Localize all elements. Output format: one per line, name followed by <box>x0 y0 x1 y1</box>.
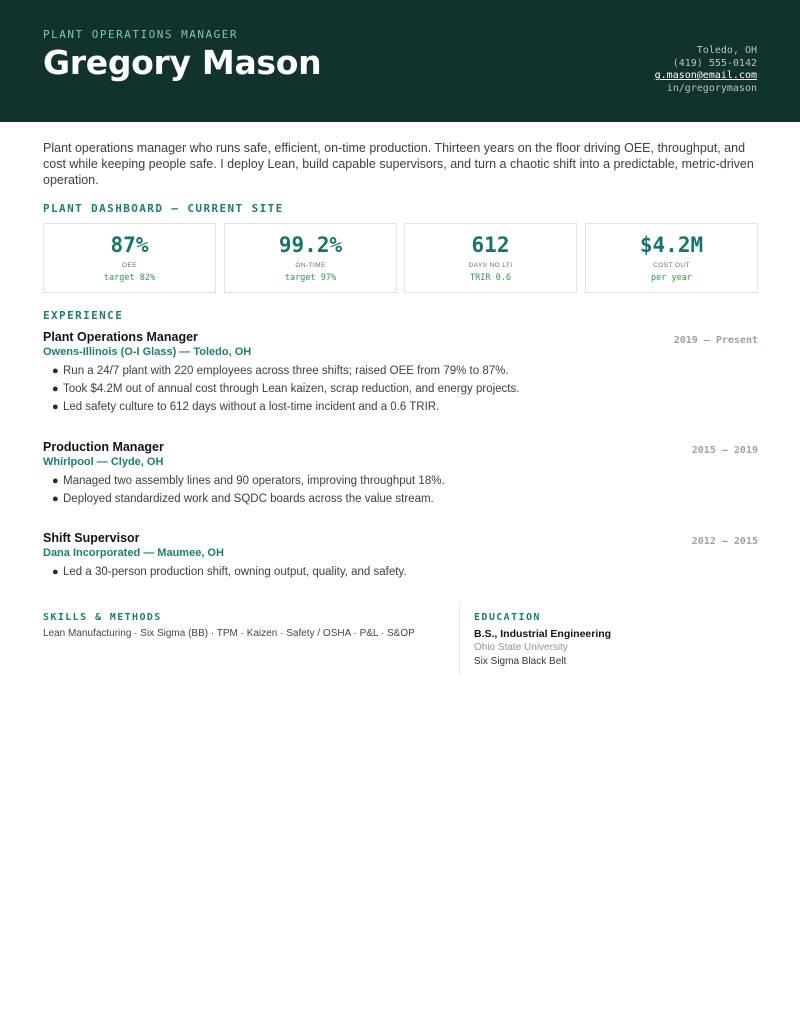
header-role: PLANT OPERATIONS MANAGER <box>43 28 238 41</box>
education-degree: B.S., Industrial Engineering <box>474 628 612 640</box>
job-title: Plant Operations Manager <box>43 330 198 344</box>
education-section-title: EDUCATION <box>474 612 541 623</box>
kpi-value: $4.2M <box>639 233 704 257</box>
job-bullet-text: Managed two assembly lines and 90 operators, improving throughput 18%. <box>63 475 445 487</box>
kpi-label: DAYS NO LTI <box>468 262 513 269</box>
bullet-dot: ● <box>52 401 59 413</box>
bullet-dot: ● <box>52 566 59 578</box>
job-organization: Dana Incorporated — Maumee, OH <box>43 547 224 559</box>
kpi-dashboard <box>43 223 758 293</box>
job-bullet <box>52 472 445 490</box>
job-bullet-text: Run a 24/7 plant with 220 employees across three shifts; raised OEE from 79% to 87%. <box>63 365 509 377</box>
job-bullets <box>52 362 519 416</box>
summary-paragraph: Plant operations manager who runs safe, efficient, on-time production. Thirteen years on the floor driving OEE, throughput, and cost while keeping people safe. I deploy Lean, build capable supervisors, and turn a chaotic shift into a predictable, metric-driven operation. <box>43 141 754 187</box>
job-bullet <box>52 380 519 398</box>
job-dates: 2015 — 2019 <box>691 445 758 456</box>
kpi-label: COST OUT <box>653 262 690 269</box>
job-bullet-text: Deployed standardized work and SQDC boards across the value stream. <box>63 493 434 505</box>
kpi-card-oee <box>43 223 216 293</box>
kpi-card-cost-out <box>585 223 758 293</box>
bullet-dot: ● <box>52 475 59 487</box>
job-bullet <box>52 490 445 508</box>
contact-email-link[interactable]: g.mason@email.com <box>654 70 757 81</box>
job-organization: Whirlpool — Clyde, OH <box>43 456 164 468</box>
education-certification: Six Sigma Black Belt <box>474 656 567 667</box>
job-dates: 2012 — 2015 <box>691 536 758 547</box>
kpi-label: ON-TIME <box>295 262 326 269</box>
job-bullet <box>52 398 519 416</box>
kpi-value: 612 <box>471 233 510 257</box>
kpi-subtext: TRIR 0.6 <box>470 273 511 283</box>
kpi-value: 87% <box>110 233 149 257</box>
kpi-value: 99.2% <box>278 233 343 257</box>
dashboard-section-title: PLANT DASHBOARD — CURRENT SITE <box>43 202 284 215</box>
kpi-card-on-time <box>224 223 397 293</box>
job-bullet-text: Took $4.2M out of annual cost through Lean kaizen, scrap reduction, and energy projects. <box>63 383 520 395</box>
kpi-label: OEE <box>122 262 137 269</box>
job-bullet-text: Led a 30-person production shift, owning output, quality, and safety. <box>63 566 407 578</box>
job-dates: 2019 — Present <box>673 335 758 346</box>
contact-block <box>655 45 757 95</box>
kpi-subtext: target 97% <box>284 273 337 283</box>
job-bullet <box>52 362 519 380</box>
education-school: Ohio State University <box>474 642 568 653</box>
skills-section-title: SKILLS & METHODS <box>43 612 162 623</box>
experience-section-title: EXPERIENCE <box>43 309 124 322</box>
candidate-name: Gregory Mason <box>43 43 322 82</box>
kpi-subtext: target 82% <box>103 273 156 283</box>
contact-location: Toledo, OH <box>696 45 757 56</box>
job-title: Production Manager <box>43 440 164 454</box>
bullet-dot: ● <box>52 365 59 377</box>
contact-phone: (419) 555-0142 <box>672 57 757 69</box>
job-bullet <box>52 563 407 581</box>
column-divider <box>459 603 460 675</box>
job-organization: Owens-Illinois (O-I Glass) — Toledo, OH <box>43 346 252 358</box>
job-bullets <box>52 472 445 508</box>
kpi-subtext: per year <box>651 273 692 283</box>
bullet-dot: ● <box>52 383 59 395</box>
contact-linkedin: in/gregorymason <box>666 82 757 94</box>
job-bullets <box>52 563 407 581</box>
skills-list: Lean Manufacturing · Six Sigma (BB) · TPM · Kaizen · Safety / OSHA · P&L · S&OP <box>43 628 415 639</box>
education-entry <box>474 627 611 669</box>
kpi-card-days-no-lti <box>404 223 577 293</box>
resume-header <box>0 0 800 122</box>
job-title: Shift Supervisor <box>43 531 140 545</box>
bullet-dot: ● <box>52 493 59 505</box>
job-bullet-text: Led safety culture to 612 days without a lost-time incident and a 0.6 TRIR. <box>63 401 440 413</box>
